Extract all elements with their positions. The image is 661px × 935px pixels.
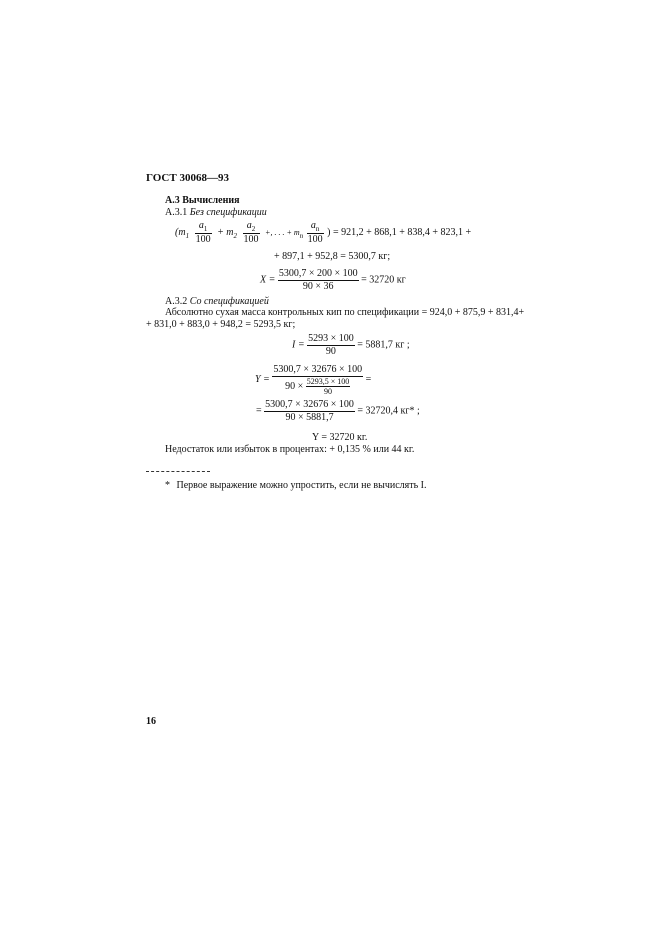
formula1-result-line2: + 897,1 + 952,8 = 5300,7 кг; [274, 251, 391, 262]
formula5-frac [264, 399, 355, 423]
formula2-lhs: X = [260, 274, 276, 286]
formula4-num: 5300,7 × 32676 × 100 [273, 364, 363, 375]
frac2-num-sub: 2 [251, 225, 256, 233]
formula3-frac [307, 333, 355, 357]
formula1-frac3 [307, 220, 324, 246]
formula4-frac [272, 364, 363, 396]
formula4-den-prefix: 90 × [285, 380, 304, 392]
formula3-num: 5293 × 100 [308, 333, 354, 344]
frac3-num: a [310, 220, 316, 231]
formula1-open: (m [175, 227, 186, 239]
footnote [165, 480, 427, 491]
formula3-rhs: = 5881,7 кг ; [357, 339, 410, 351]
paragraph-line-1: Абсолютно сухая масса контрольных кип по спецификации = 924,0 + 875,9 + 831,4+ [165, 307, 525, 318]
subsection-1 [165, 207, 267, 218]
formula1-plus-m: + m [217, 227, 234, 239]
formula5-lhs: = [256, 405, 262, 417]
footnote-text: Первое выражение можно упростить, если не вычислять I. [176, 480, 427, 491]
document-code: ГОСТ 30068—93 [146, 172, 229, 184]
formula5-den: 90 × 5881,7 [285, 411, 334, 423]
formula1-result-line1: ) = 921,2 + 868,1 + 838,4 + 823,1 + [327, 227, 472, 239]
frac1-num-sub: 1 [203, 225, 208, 233]
formula4-rhs: = [365, 374, 372, 386]
formula1-sub1: 1 [185, 232, 190, 241]
formula2-num: 5300,7 × 200 × 100 [278, 268, 358, 279]
formula4-lhs: Y = [255, 374, 270, 386]
formula-i [292, 333, 410, 357]
formula2-rhs: = 32720 кг [361, 274, 406, 286]
subsection-2-title: Со спецификацией [189, 296, 269, 307]
formula1-frac2 [243, 220, 260, 246]
subsection-1-number: А.3.1 [165, 207, 188, 218]
formula2-frac [278, 268, 359, 292]
formula4-inner-frac [306, 377, 351, 396]
formula-y [255, 364, 371, 396]
subsection-1-title: Без спецификации [189, 207, 267, 218]
formula3-den: 90 [325, 345, 336, 357]
paragraph-line-2: + 831,0 + 883,0 + 948,2 = 5293,5 кг; [146, 319, 296, 330]
page-number: 16 [146, 716, 156, 727]
frac3-num-sub: n [315, 225, 320, 233]
formula4-inner-den: 90 [324, 386, 333, 396]
formula-y-expanded [256, 399, 420, 423]
frac1-den: 100 [195, 234, 211, 246]
section-heading: А.3 Вычисления [165, 195, 240, 206]
footnote-marker: * [165, 480, 170, 491]
frac3-den: 100 [307, 234, 323, 246]
formula4-inner-num: 5293,5 × 100 [306, 376, 350, 386]
frac2-den: 100 [243, 234, 259, 246]
frac1-num: a [198, 220, 204, 231]
frac2-num: a [246, 220, 252, 231]
subsection-2 [165, 296, 269, 307]
formula1-subn: n [299, 232, 304, 241]
formula5-num: 5300,7 × 32676 × 100 [265, 399, 354, 410]
formula-dry-mass-sum [175, 220, 471, 246]
formula1-sub2: 2 [233, 232, 238, 241]
conclusion-text: Недостаток или избыток в процентах: + 0,135 % или 44 кг. [165, 444, 415, 455]
formula-y-result: Y = 32720 кг. [312, 432, 368, 443]
formula5-rhs: = 32720,4 кг* ; [357, 405, 420, 417]
formula-x [260, 268, 406, 292]
formula1-frac1 [195, 220, 212, 246]
footnote-separator [146, 471, 210, 472]
formula1-dots: +, . . . + m [265, 228, 300, 238]
subsection-2-number: А.3.2 [165, 296, 188, 307]
formula3-lhs: I = [292, 339, 305, 351]
formula2-den: 90 × 36 [302, 280, 334, 292]
